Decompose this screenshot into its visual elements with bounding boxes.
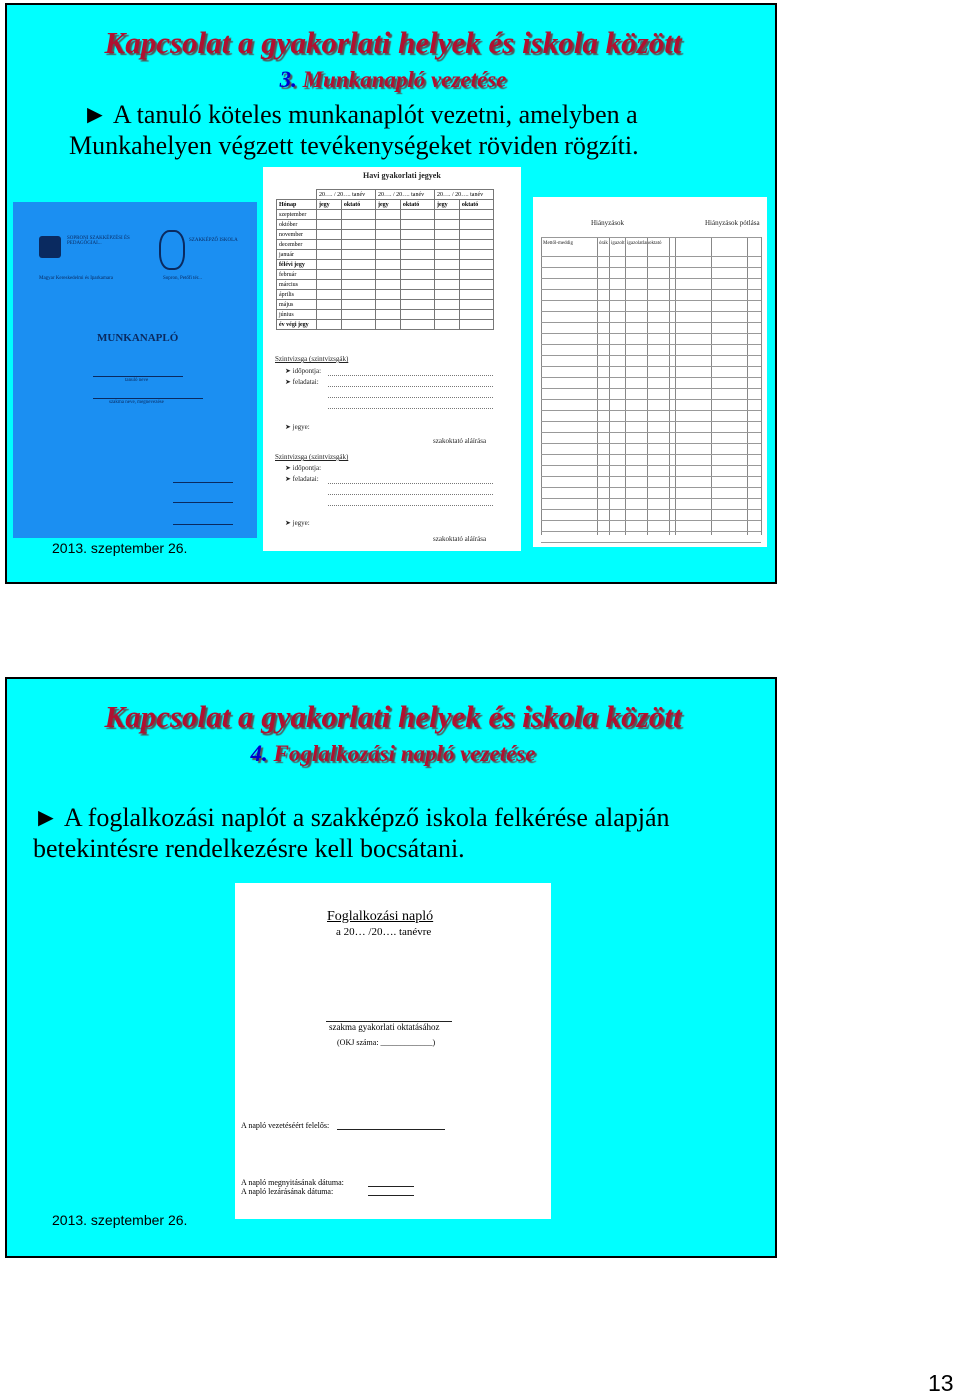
table-row <box>277 230 494 240</box>
grade-cell <box>375 270 400 280</box>
absence-col-header: igazolatlan <box>627 241 649 246</box>
exam2-tasks-label: ➤ feladatai: <box>285 475 319 483</box>
table-row <box>277 310 494 320</box>
grade-cell <box>375 250 400 260</box>
exam2-signature: szakoktató aláírása <box>433 535 487 543</box>
slide-subtitle <box>7 741 779 767</box>
grade-cell <box>434 300 459 310</box>
table-row <box>277 290 494 300</box>
exam-section-2: Szintvizsga (szintvizsgák) <box>275 453 349 461</box>
subtitle-number: 3. <box>279 67 297 92</box>
month-label: március <box>277 280 317 290</box>
column-header: oktató <box>341 200 375 210</box>
grade-cell <box>400 220 434 230</box>
grade-cell <box>400 270 434 280</box>
absence-col-header: Mettől-meddig <box>543 241 573 246</box>
grade-cell <box>316 280 341 290</box>
cover-field-trade: szakma neve, megnevezése <box>109 400 164 405</box>
grade-cell <box>341 280 375 290</box>
grade-cell <box>316 230 341 240</box>
year-header: 20…. / 20…. tanév <box>316 190 375 200</box>
month-label: december <box>277 240 317 250</box>
subtitle-number: 4. <box>250 741 268 766</box>
month-label: január <box>277 250 317 260</box>
grade-cell <box>434 310 459 320</box>
table-row <box>277 210 494 220</box>
text-line-2: Munkahelyen végzett tevékenységeket röviden rögzíti. <box>69 131 639 160</box>
subtitle-text: Foglalkozási napló vezetése <box>273 741 536 766</box>
grade-cell <box>459 280 493 290</box>
grade-cell <box>341 320 375 330</box>
grade-cell <box>434 230 459 240</box>
subtitle-text: Munkanapló vezetése <box>302 67 507 92</box>
grade-cell <box>434 290 459 300</box>
month-label: június <box>277 310 317 320</box>
grade-cell <box>375 240 400 250</box>
slide-munkanaplo <box>5 3 777 584</box>
grade-cell <box>316 260 341 270</box>
grade-cell <box>400 280 434 290</box>
grade-cell <box>459 250 493 260</box>
month-label: május <box>277 300 317 310</box>
cover-footer-left: Magyar Kereskedelmi és Iparkamara <box>39 276 113 281</box>
table-row <box>277 280 494 290</box>
foglalkozasi-naplo-image <box>235 883 551 1219</box>
month-label: április <box>277 290 317 300</box>
cover-title: MUNKANAPLÓ <box>97 332 179 344</box>
column-header: oktató <box>400 200 434 210</box>
grade-cell <box>375 220 400 230</box>
doc-responsible: A napló vezetéséért felelős: <box>241 1121 330 1130</box>
crest-icon <box>159 230 185 270</box>
absence-form-image <box>533 197 767 547</box>
grade-cell <box>459 230 493 240</box>
grade-cell <box>459 220 493 230</box>
grade-cell <box>459 240 493 250</box>
cover-footer-right: Sopron, Petőfi tér... <box>163 276 202 281</box>
month-label: október <box>277 220 317 230</box>
grade-cell <box>375 230 400 240</box>
grade-cell <box>341 270 375 280</box>
grade-cell <box>459 320 493 330</box>
doc-year: a 20… /20…. tanévre <box>336 926 432 938</box>
grade-cell <box>434 220 459 230</box>
grade-cell <box>316 250 341 260</box>
slide-date: 2013. szeptember 26. <box>52 1212 188 1228</box>
exam1-grade-label: ➤ jegye: <box>285 423 310 431</box>
exam1-tasks-label: ➤ feladatai: <box>285 378 319 386</box>
grade-cell <box>459 300 493 310</box>
absence-col-header: igazolt <box>611 241 625 246</box>
column-header: oktató <box>459 200 493 210</box>
absence-title: Hiányzások <box>591 219 625 227</box>
cover-org-right: SZAKKÉPZŐ ISKOLA <box>189 238 238 243</box>
grade-cell <box>434 240 459 250</box>
grade-cell <box>459 260 493 270</box>
table-row <box>277 320 494 330</box>
grade-cell <box>375 280 400 290</box>
grade-cell <box>375 310 400 320</box>
bullet-icon: ► <box>33 803 59 832</box>
grade-cell <box>434 250 459 260</box>
grade-cell <box>316 320 341 330</box>
table-row <box>277 250 494 260</box>
grade-cell <box>375 260 400 270</box>
grade-cell <box>375 210 400 220</box>
grade-cell <box>434 320 459 330</box>
grades-form-image <box>263 167 521 551</box>
grade-cell <box>434 260 459 270</box>
grade-cell <box>316 290 341 300</box>
month-label: félévi jegy <box>277 260 317 270</box>
text-line-2: betekintésre rendelkezésre kell bocsátani. <box>33 834 465 863</box>
grade-cell <box>375 290 400 300</box>
grades-form-title: Havi gyakorlati jegyek <box>363 171 441 180</box>
slide-title: Kapcsolat a gyakorlati helyek és iskola között <box>104 699 682 734</box>
table-row <box>277 270 494 280</box>
grade-cell <box>341 260 375 270</box>
grade-cell <box>400 320 434 330</box>
table-row <box>277 300 494 310</box>
column-header: jegy <box>316 200 341 210</box>
grade-cell <box>400 300 434 310</box>
grade-cell <box>316 270 341 280</box>
doc-opened: A napló megnyitásának dátuma: <box>241 1178 344 1187</box>
grade-cell <box>316 240 341 250</box>
absence-col-header: oktató <box>649 241 662 246</box>
slide-date: 2013. szeptember 26. <box>52 540 188 556</box>
text-line-1: A tanuló köteles munkanaplót vezetni, amelyben a <box>112 100 638 129</box>
grade-cell <box>400 230 434 240</box>
exam2-date-label: ➤ időpontja: <box>285 464 322 472</box>
grade-cell <box>459 210 493 220</box>
doc-purpose: szakma gyakorlati oktatásához <box>329 1022 440 1032</box>
year-header: 20…. / 20…. tanév <box>375 190 434 200</box>
table-row <box>277 260 494 270</box>
table-row <box>277 240 494 250</box>
grade-cell <box>316 300 341 310</box>
grade-cell <box>341 300 375 310</box>
absence-makeup-title: Hiányzások pótlása <box>705 219 760 227</box>
month-label: november <box>277 230 317 240</box>
slide-body-text <box>33 802 670 864</box>
munkanaplo-cover-image <box>13 202 257 538</box>
grade-cell <box>341 220 375 230</box>
grade-cell <box>459 310 493 320</box>
grade-cell <box>316 220 341 230</box>
doc-closed: A napló lezárásának dátuma: <box>241 1187 334 1196</box>
school-logo-icon <box>39 236 61 258</box>
grade-cell <box>459 270 493 280</box>
column-header: jegy <box>434 200 459 210</box>
grade-cell <box>400 290 434 300</box>
slide-body-text <box>69 99 639 161</box>
doc-okj: (OKJ száma: _____________) <box>337 1038 436 1047</box>
grade-cell <box>341 250 375 260</box>
column-header: jegy <box>375 200 400 210</box>
grade-cell <box>375 300 400 310</box>
year-header: 20…. / 20…. tanév <box>434 190 493 200</box>
grade-cell <box>341 230 375 240</box>
month-label: szeptember <box>277 210 317 220</box>
absence-col-header: órák <box>599 241 608 246</box>
grade-cell <box>375 320 400 330</box>
grade-cell <box>400 250 434 260</box>
exam-section-1: Szintvizsga (szintvizsgák) <box>275 355 349 363</box>
text-line-1: A foglalkozási naplót a szakképző iskola felkérése alapján <box>63 803 670 832</box>
slide-subtitle <box>7 67 779 93</box>
grade-cell <box>434 210 459 220</box>
month-label: év végi jegy <box>277 320 317 330</box>
table-row <box>277 220 494 230</box>
doc-title: Foglalkozási napló <box>327 909 434 924</box>
column-header: Hónap <box>277 200 317 210</box>
grade-cell <box>316 210 341 220</box>
grade-cell <box>341 240 375 250</box>
exam1-date-label: ➤ időpontja: <box>285 367 322 375</box>
bullet-icon: ► <box>82 100 108 129</box>
cover-field-name: tanuló neve <box>125 378 149 383</box>
grade-cell <box>459 290 493 300</box>
grade-cell <box>341 310 375 320</box>
month-label: február <box>277 270 317 280</box>
grade-cell <box>400 310 434 320</box>
grade-cell <box>400 210 434 220</box>
grade-cell <box>316 310 341 320</box>
grade-cell <box>400 240 434 250</box>
grade-cell <box>341 210 375 220</box>
page-number: 13 <box>928 1370 954 1396</box>
absence-grid <box>541 237 761 535</box>
grade-cell <box>434 280 459 290</box>
exam1-signature: szakoktató aláírása <box>433 437 487 445</box>
grade-cell <box>434 270 459 280</box>
slide-title: Kapcsolat a gyakorlati helyek és iskola között <box>104 25 682 60</box>
grade-cell <box>400 260 434 270</box>
grade-cell <box>341 290 375 300</box>
exam2-grade-label: ➤ jegye: <box>285 519 310 527</box>
cover-org-left: SOPRONI SZAKKÉPZÉSI ÉS PEDAGÓGIAI... <box>67 236 130 246</box>
slide-foglalkozasi-naplo <box>5 677 777 1258</box>
grades-table <box>276 189 494 330</box>
